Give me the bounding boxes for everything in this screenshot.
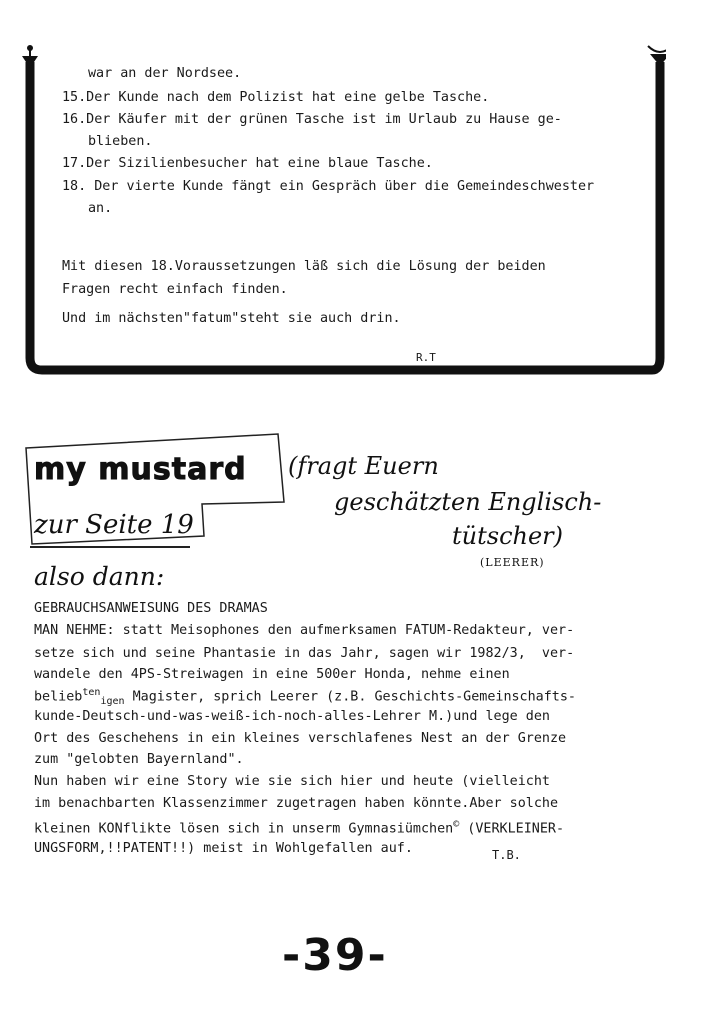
note-line-2: geschätzten Englisch- <box>334 488 602 516</box>
box-line: war an der Nordsee. <box>88 66 242 81</box>
box-line: blieben. <box>88 134 153 149</box>
box-line: 15.Der Kunde nach dem Polizist hat eine gelbe Tasche. <box>62 90 490 105</box>
note-small: (LEERER) <box>480 556 545 569</box>
also-dann: also dann: <box>34 562 165 591</box>
article-fragment: belieb <box>34 689 83 705</box>
seite-reference: zur Seite 19 <box>34 510 194 540</box>
article-line: Ort des Geschehens in ein kleines verschlafenes Nest an der Grenze <box>34 731 567 746</box>
page-number: -39- <box>282 930 388 981</box>
box-signature: R.T <box>416 351 436 364</box>
mustard-title: my mustard <box>34 452 247 487</box>
article-fragment: Magister, sprich Leerer (z.B. Geschichts-Gemeinschafts- <box>124 689 576 705</box>
note-line-1: (fragt Euern <box>288 452 439 480</box>
box-line: Fragen recht einfach finden. <box>62 282 288 297</box>
article-line: setze sich und seine Phantasie in das Jahr, sagen wir 1982/3, ver- <box>34 646 575 661</box>
article-line: im benachbarten Klassenzimmer zugetragen haben könnte.Aber solche <box>34 796 559 811</box>
article-line: UNGSFORM,!!PATENT!!) meist in Wohlgefallen auf. <box>34 841 413 856</box>
article-line: wandele den 4PS-Streiwagen in eine 500er Honda, nehme einen <box>34 667 510 682</box>
subscript-note: igen <box>100 696 125 708</box>
article-fragment: kleinen KONflikte lösen sich in unserm Gymnasiümchen <box>34 821 454 837</box>
article-line-with-marks <box>34 688 576 707</box>
seite-underline <box>30 546 190 548</box>
article-signature: T.B. <box>492 848 521 862</box>
box-line: 17.Der Sizilienbesucher hat eine blaue Tasche. <box>62 156 433 171</box>
article-fragment: (VERKLEINER- <box>459 821 565 837</box>
box-line: Und im nächsten"fatum"steht sie auch drin. <box>62 311 401 326</box>
copyright-mark: © <box>453 819 460 830</box>
box-line: 16.Der Käufer mit der grünen Tasche ist im Urlaub zu Hause ge- <box>62 112 562 127</box>
article-line: Nun haben wir eine Story wie sie sich hier und heute (vielleicht <box>34 774 550 789</box>
superscript-note: ten <box>82 687 101 698</box>
article-line: kunde-Deutsch-und-was-weiß-ich-noch-alles-Lehrer M.)und lege den <box>34 709 550 724</box>
article-line: MAN NEHME: statt Meisophones den aufmerksamen FATUM-Redakteur, ver- <box>34 623 575 638</box>
note-line-3: tütscher) <box>452 522 563 550</box>
article-line: zum "gelobten Bayernland". <box>34 752 244 767</box>
article-line-with-mark <box>34 820 564 836</box>
box-line: 18. Der vierte Kunde fängt ein Gespräch über die Gemeindeschwester <box>62 179 595 194</box>
article-heading: GEBRAUCHSANWEISUNG DES DRAMAS <box>34 601 268 616</box>
box-line: an. <box>88 201 113 216</box>
box-line: Mit diesen 18.Voraussetzungen läß sich die Lösung der beiden <box>62 259 546 274</box>
